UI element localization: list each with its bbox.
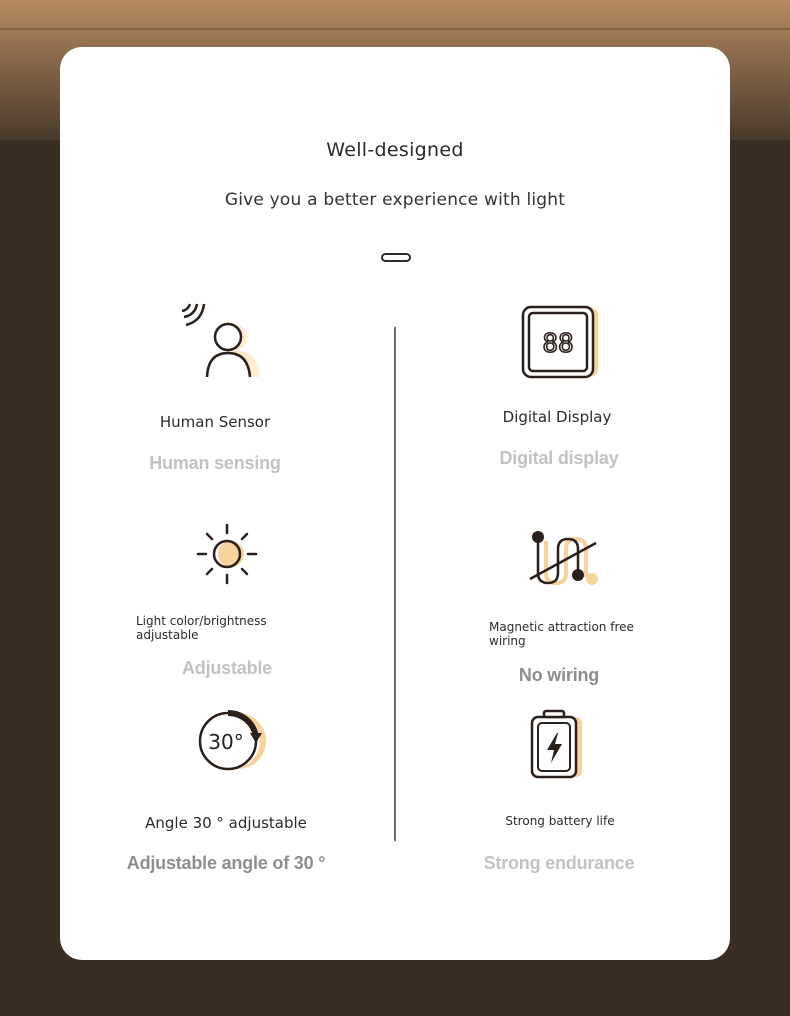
page-title: Well-designed (326, 139, 464, 161)
digital-display-icon (520, 305, 602, 381)
feature-sub-human-sensor: Human sensing (149, 453, 281, 473)
feature-label-battery: Strong battery life (505, 814, 615, 828)
feature-label-wiring: Magnetic attraction free wiring (489, 620, 634, 648)
battery-icon (526, 709, 592, 781)
divider-pill (381, 253, 411, 262)
feature-sub-battery: Strong endurance (483, 853, 635, 873)
feature-label-human-sensor: Human Sensor (159, 413, 271, 431)
feature-sub-brightness: Adjustable (181, 658, 272, 678)
page-subtitle: Give you a better experience with light (224, 190, 566, 210)
sun-icon (194, 521, 260, 587)
feature-label-angle: Angle 30 ° adjustable (145, 814, 307, 832)
angle-text: 30° (208, 730, 244, 754)
feature-sub-wiring: No wiring (518, 665, 600, 685)
feature-sub-angle: Adjustable angle of 30 ° (126, 853, 326, 873)
rotate-angle-icon (196, 707, 276, 775)
feature-card (60, 47, 730, 960)
human-sensor-icon (168, 299, 264, 379)
feature-sub-digital-display: Digital display (499, 448, 619, 468)
display-digits: 88 (542, 329, 574, 359)
wire-icon (526, 529, 602, 593)
feature-label-brightness: Light color/brightness adjustable (136, 614, 267, 642)
feature-label-digital-display: Digital Display (502, 408, 612, 426)
column-divider (394, 327, 396, 841)
